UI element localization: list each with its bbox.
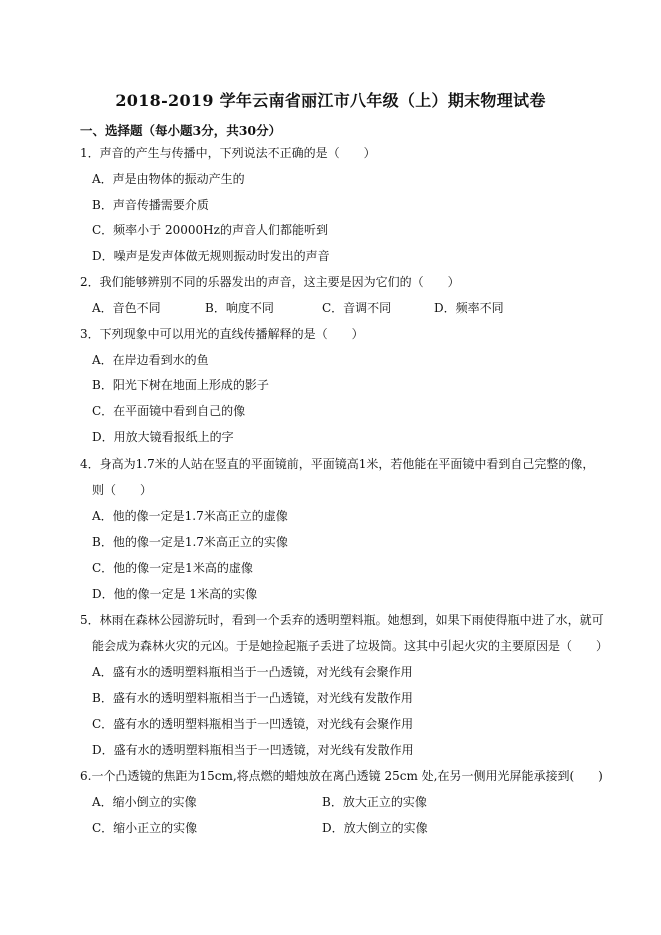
question-6-stem: 6.一个凸透镜的焦距为15cm,将点燃的蜡烛放在离凸透镜 25cm 处,在另一侧用光屏能承接到( ) (80, 769, 603, 783)
question-2-option-c: C．音调不同 (322, 301, 392, 315)
question-4-option-d: D．他的像一定是 1米高的实像 (92, 587, 258, 601)
question-6-option-b: B．放大正立的实像 (322, 795, 427, 809)
question-5-option-c: C．盛有水的透明塑料瓶相当于一凹透镜，对光线有会聚作用 (92, 717, 414, 731)
page-title: 2018-2019 学年云南省丽江市八年级（上）期末物理试卷 (115, 91, 546, 110)
question-2-stem: 2．我们能够辨别不同的乐器发出的声音，这主要是因为它们的（ ） (80, 275, 460, 289)
question-3-option-d: D．用放大镜看报纸上的字 (92, 430, 234, 444)
question-6-option-c: C．缩小正立的实像 (92, 821, 198, 835)
question-5-option-a: A．盛有水的透明塑料瓶相当于一凸透镜，对光线有会聚作用 (92, 665, 413, 679)
question-1-stem: 1．声音的产生与传播中，下列说法不正确的是（ ） (80, 146, 376, 160)
question-1-option-b: B．声音传播需要介质 (92, 198, 209, 212)
question-4-stem-line-1: 4．身高为1.7米的人站在竖直的平面镜前，平面镜高1米，若他能在平面镜中看到自己完整的像， (80, 457, 595, 471)
question-5-stem-line-1: 5．林雨在森林公园游玩时，看到一个丢弃的透明塑料瓶。她想到，如果下雨使得瓶中进了水，就可 (80, 613, 604, 627)
question-6-option-a: A．缩小倒立的实像 (92, 795, 197, 809)
question-2-option-b: B．响度不同 (205, 301, 274, 315)
question-3-option-a: A．在岸边看到水的鱼 (92, 353, 209, 367)
question-1-option-a: A．声是由物体的振动产生的 (92, 172, 245, 186)
question-2-option-a: A．音色不同 (92, 301, 161, 315)
question-4-option-a: A．他的像一定是1.7米高正立的虚像 (92, 509, 288, 523)
question-3-option-c: C．在平面镜中看到自己的像 (92, 404, 246, 418)
question-3-stem: 3．下列现象中可以用光的直线传播解释的是（ ） (80, 327, 364, 341)
question-4-stem-line-2: 则（ ） (92, 483, 153, 497)
section-heading: 一、选择题（每小题3分，共30分） (80, 123, 282, 138)
question-5-option-d: D．盛有水的透明塑料瓶相当于一凹透镜，对光线有发散作用 (92, 743, 414, 757)
question-1-option-d: D．噪声是发声体做无规则振动时发出的声音 (92, 249, 330, 263)
question-5-stem-line-2: 能会成为森林火灾的元凶。于是她捡起瓶子丢进了垃圾筒。这其中引起火灾的主要原因是（ ） (92, 639, 609, 653)
question-1-option-c: C．频率小于 20000Hz的声音人们都能听到 (92, 223, 328, 237)
question-3-option-b: B．阳光下树在地面上形成的影子 (92, 378, 269, 392)
question-4-option-c: C．他的像一定是1米高的虚像 (92, 561, 253, 575)
question-2-option-d: D．频率不同 (434, 301, 504, 315)
question-6-option-d: D．放大倒立的实像 (322, 821, 428, 835)
question-4-option-b: B．他的像一定是1.7米高正立的实像 (92, 535, 288, 549)
question-5-option-b: B．盛有水的透明塑料瓶相当于一凸透镜，对光线有发散作用 (92, 691, 413, 705)
